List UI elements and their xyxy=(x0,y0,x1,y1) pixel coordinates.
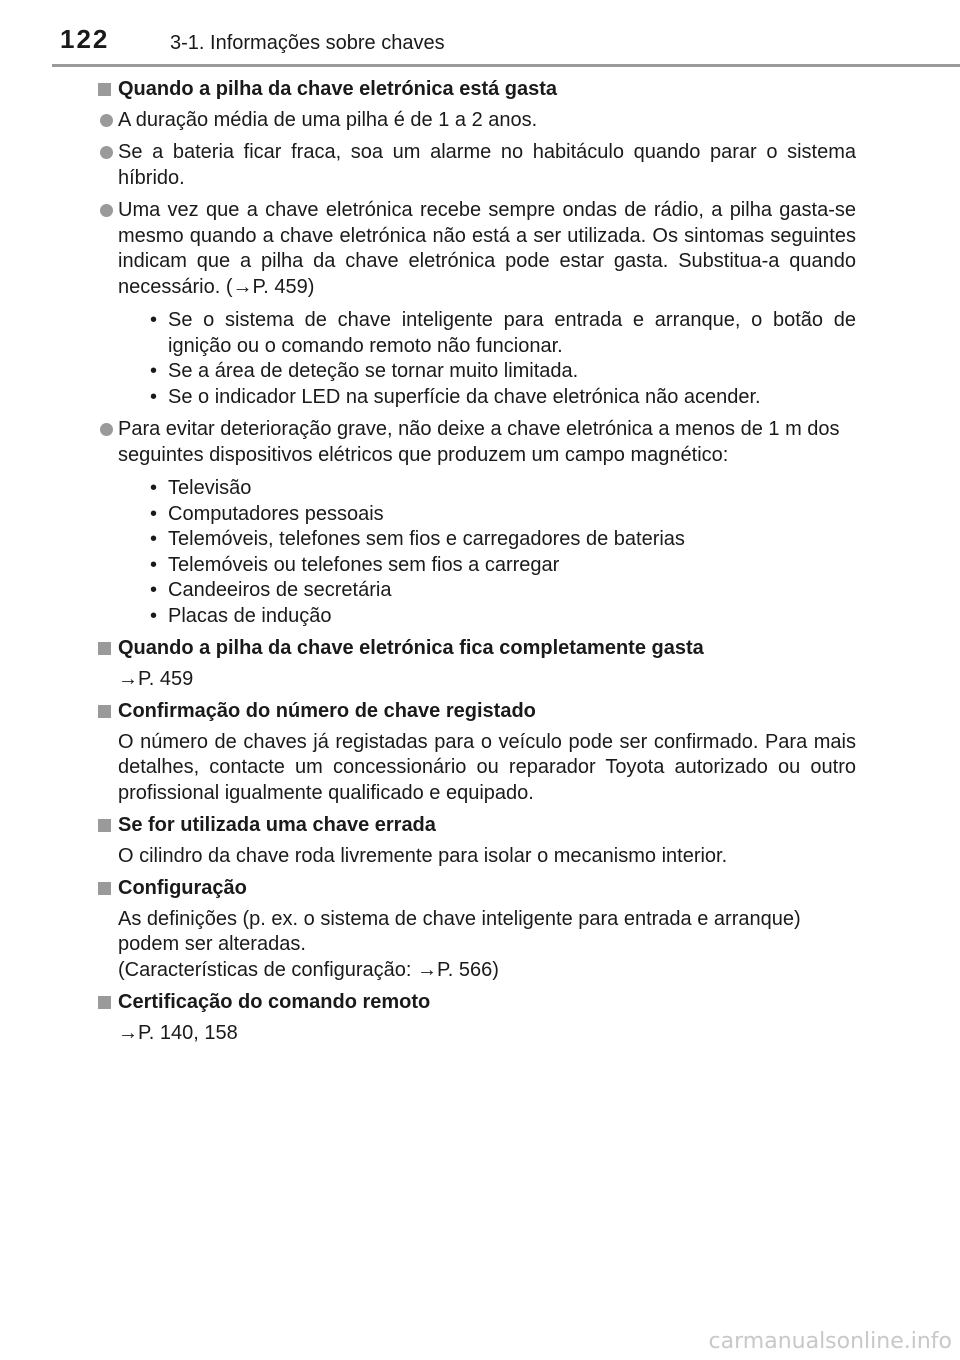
list-item: Uma vez que a chave eletrónica recebe sempre ondas de rádio, a pilha gasta-se mesmo quando a chave eletrónica não está a ser utilizada. Os sintomas seguintes indicam que a pilha da chave eletrónica pode estar gasta. Substitua-a quando necessário. (→P. 459) • Se o sistema de chave inteligente para entrada e arranque, o botão de ignição ou o comando remoto não funcionar. • Se a área de deteção se tornar muito limitada. • Se o indicador LED na superfície da chave eletrónica não acender. xyxy=(96,198,856,410)
section-customization xyxy=(96,876,856,983)
circle-bullet-icon xyxy=(100,114,113,127)
device-item: • Televisão xyxy=(150,476,856,502)
section-title: 3-1. Informações sobre chaves xyxy=(170,32,445,54)
device-item: • Candeeiros de secretária xyxy=(150,578,856,604)
circle-bullet-icon xyxy=(100,204,113,217)
square-bullet-icon xyxy=(98,996,111,1009)
section-body: O número de chaves já registadas para o veículo pode ser confirmado. Para mais detalhes, contacte um concessionário ou reparador Toyota autorizado ou outro profissional igualmente qualificado e equipado. xyxy=(118,730,856,804)
square-bullet-icon xyxy=(98,819,111,832)
square-bullet-icon xyxy=(98,83,111,96)
header-rule xyxy=(52,64,960,67)
section-heading: Quando a pilha da chave eletrónica está gasta xyxy=(96,77,856,103)
symptom-item: • Se o sistema de chave inteligente para entrada e arranque, o botão de ignição ou o comando remoto não funcionar. xyxy=(150,308,856,359)
section-battery-depleted xyxy=(96,77,856,629)
page-reference: →P. 459 xyxy=(118,667,194,690)
watermark: carmanualsonline.info xyxy=(708,1329,952,1354)
circle-bullet-icon xyxy=(100,146,113,159)
device-item: • Placas de indução xyxy=(150,604,856,630)
list-item: Se a bateria ficar fraca, soa um alarme no habitáculo quando parar o sistema híbrido. xyxy=(96,140,856,191)
section-body: As definições (p. ex. o sistema de chave inteligente para entrada e arranque) podem ser alteradas. xyxy=(118,907,801,955)
section-heading: Se for utilizada uma chave errada xyxy=(96,813,856,839)
square-bullet-icon xyxy=(98,705,111,718)
section-heading: Quando a pilha da chave eletrónica fica completamente gasta xyxy=(96,636,856,662)
page-reference: →P. 140, 158 xyxy=(118,1021,238,1044)
device-item: • Telemóveis ou telefones sem fios a carregar xyxy=(150,553,856,579)
device-item: • Computadores pessoais xyxy=(150,502,856,528)
symptom-list xyxy=(96,308,856,410)
page-reference: (Características de configuração: →P. 566) xyxy=(118,958,499,981)
device-list xyxy=(96,476,856,629)
square-bullet-icon xyxy=(98,882,111,895)
section-wrong-key xyxy=(96,813,856,869)
square-bullet-icon xyxy=(98,642,111,655)
symptom-item: • Se o indicador LED na superfície da chave eletrónica não acender. xyxy=(150,385,856,411)
list-item: A duração média de uma pilha é de 1 a 2 anos. xyxy=(96,108,856,134)
section-heading: Certificação do comando remoto xyxy=(96,990,856,1016)
circle-bullet-icon xyxy=(100,423,113,436)
section-heading: Confirmação do número de chave registado xyxy=(96,699,856,725)
page-content xyxy=(96,77,856,1053)
section-key-number xyxy=(96,699,856,806)
section-battery-fully-depleted xyxy=(96,636,856,692)
section-body: O cilindro da chave roda livremente para isolar o mecanismo interior. xyxy=(118,844,728,867)
symptom-item: • Se a área de deteção se tornar muito limitada. xyxy=(150,359,856,385)
device-item: • Telemóveis, telefones sem fios e carregadores de baterias xyxy=(150,527,856,553)
section-heading: Configuração xyxy=(96,876,856,902)
list-item: Para evitar deterioração grave, não deixe a chave eletrónica a menos de 1 m dos seguintes dispositivos elétricos que produzem um campo magnético: • Televisão • Computadores pessoais • Telemóveis, telefones sem fios e carregadores de baterias • Telemóveis ou telefones sem fios a carregar • Candeeiros de secretária • Placas de indução xyxy=(96,417,856,629)
page-header xyxy=(0,0,960,66)
page-number: 122 xyxy=(60,24,110,54)
section-remote-certification xyxy=(96,990,856,1046)
